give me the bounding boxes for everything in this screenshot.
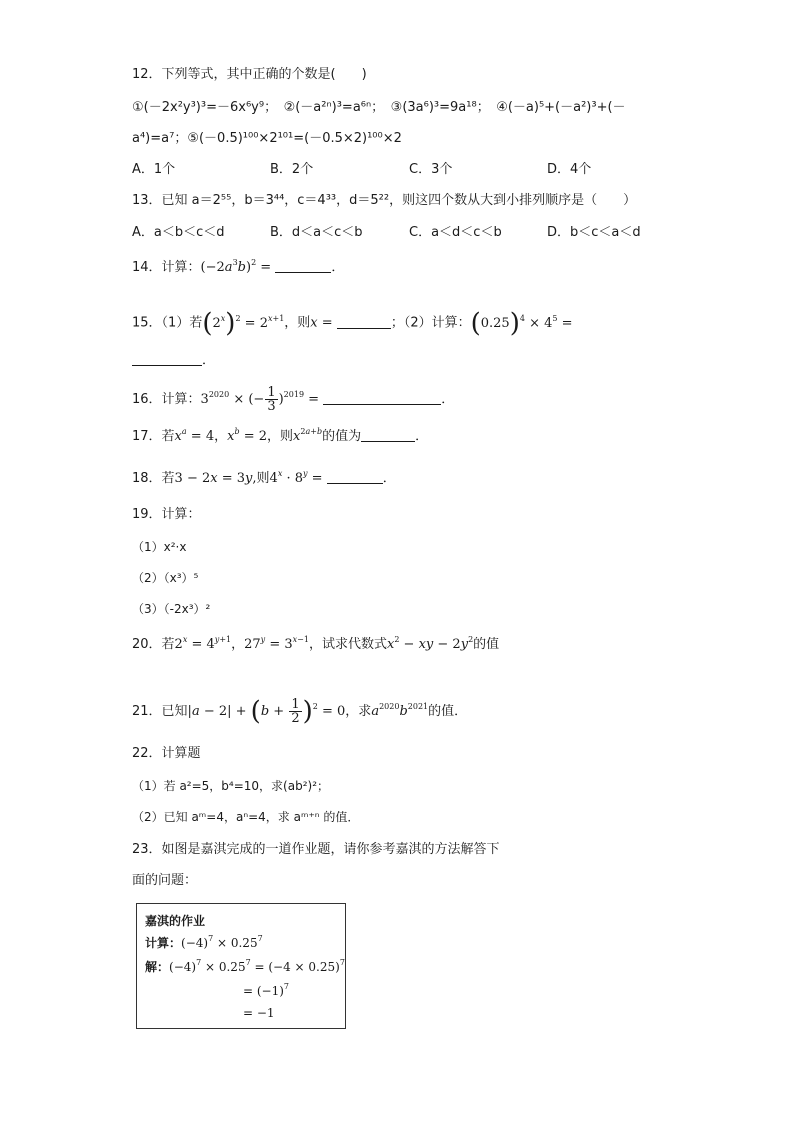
q20-tail: 的值 <box>473 637 500 652</box>
q21 <box>132 698 467 725</box>
q22-stem: 22．计算题 <box>132 746 201 761</box>
q21-expression: $a^{2020}b^{2021}$ <box>371 702 429 719</box>
homework-step-1-expression: $(-4)^7 \times 0.25^7 = (-4 \times 0.25)^7$ <box>169 958 345 974</box>
homework-step-2: = $(-1)^7$ <box>243 982 290 998</box>
q14 <box>132 259 344 277</box>
q15 <box>132 308 573 338</box>
homework-solve-label: 解： <box>145 960 170 974</box>
homework-figure <box>136 903 346 1029</box>
q15-answer-blank-2[interactable] <box>132 353 202 366</box>
q22-part-1: （1）若 a²=5，b⁴=10，求(ab²)²； <box>132 779 330 793</box>
q12-items-line1: ①(－2x²y³)³=－6x⁶y⁹； ②(－a²ⁿ)³=a⁶ⁿ； ③(3a⁶)³=9a¹⁸； ④(－a)⁵+(－a²)³+(－ <box>132 100 626 115</box>
homework-calc-expression: $(-4)^7 \times 0.25^7$ <box>181 934 263 950</box>
q21-tail: 的值． <box>428 704 468 719</box>
q15-expression: $(0.25)^4 \times 4^5$ = <box>470 308 573 338</box>
q21-mid: ，求 <box>345 704 372 719</box>
q14-end: ． <box>331 260 345 275</box>
q17-tail: 的值为 <box>322 429 362 444</box>
q17-answer-blank[interactable] <box>361 429 415 442</box>
q17-cond1: $x^a = 4$ <box>174 427 215 444</box>
q20-cond2: $27^y = 3^{x-1}$ <box>244 635 309 652</box>
q18-label: 18．若 <box>132 471 175 486</box>
q19-part-2: （2）（x³）⁵ <box>132 571 199 585</box>
q12-stem: 12．下列等式，其中正确的个数是( ) <box>132 67 367 82</box>
q12-option-b: B．2个 <box>270 162 314 177</box>
homework-calc <box>145 935 263 951</box>
q16-expression: $3^{2020}$ × (− $\frac{1}{3}$ )$^{2019}$ = <box>200 385 324 414</box>
q18-condition: 3 − 2x = 3y, <box>174 471 257 486</box>
q18-answer-blank[interactable] <box>327 471 383 484</box>
q18 <box>132 470 396 488</box>
q18-end: ． <box>382 471 396 486</box>
q15-mid1: ，则 <box>284 315 311 331</box>
q12-option-c: C．3个 <box>409 162 453 177</box>
q19-stem: 19．计算： <box>132 507 201 522</box>
q17 <box>132 428 428 446</box>
homework-step-1 <box>145 959 345 975</box>
q20 <box>132 636 499 654</box>
q17-end: ． <box>415 429 429 444</box>
q17-cond2: $x^b = 2$ <box>227 427 268 444</box>
q17-sep: ， <box>214 429 228 444</box>
q20-expression: $x^2$ − xy − $2y^2$ <box>386 635 474 652</box>
q13-option-c: C．a＜d＜c＜b <box>409 225 502 240</box>
homework-title: 嘉淇的作业 <box>145 914 206 928</box>
q15-equation: $(2^x)^2 = 2^{x+1}$ <box>202 308 285 338</box>
q13-stem: 13．已知 a＝2⁵⁵，b＝3⁴⁴，c＝4³³，d＝5²²，则这四个数从大到小排列顺序是（ ） <box>132 193 637 208</box>
q13-option-a: A．a＜b＜c＜d <box>132 225 225 240</box>
homework-calc-label: 计算： <box>145 936 182 950</box>
q17-target: $x^{2a+b}$ <box>293 427 323 444</box>
q20-sep: ， <box>231 637 245 652</box>
q18-mid: 则 <box>256 471 270 486</box>
q12-option-d: D．4个 <box>547 162 592 177</box>
q13-option-b: B．d＜a＜c＜b <box>270 225 363 240</box>
q21-condition: |a − 2| + (b + $\frac{1}{2}$ )$^2$ = 0 <box>187 696 346 727</box>
q23-stem-line1: 23．如图是嘉淇完成的一道作业题，请你参考嘉淇的方法解答下 <box>132 842 500 857</box>
q16 <box>132 386 454 413</box>
q20-label: 20．若 <box>132 637 175 652</box>
q14-answer-blank[interactable] <box>275 260 331 273</box>
q15-eq: = <box>317 315 337 331</box>
q17-mid: ，则 <box>267 429 294 444</box>
q14-label: 14．计算： <box>132 260 201 275</box>
q18-expression: $4^x \cdot 8^y$ = <box>269 469 327 486</box>
q15-var: x <box>310 315 318 331</box>
q15-label: 15．（1）若 <box>132 315 203 331</box>
q12-items-line2: a⁴)=a⁷；⑤(－0.5)¹⁰⁰×2¹⁰¹=(－0.5×2)¹⁰⁰×2 <box>132 131 402 146</box>
q20-cond1: $2^x = 4^{y+1}$ <box>174 635 232 652</box>
q13-option-d: D．b＜c＜a＜d <box>547 225 641 240</box>
q19-part-1: （1）x²·x <box>132 540 187 554</box>
q20-mid: ，试求代数式 <box>308 637 387 652</box>
q15-end: ． <box>202 353 216 368</box>
q22-part-2: （2）已知 aᵐ=4，aⁿ=4，求 aᵐ⁺ⁿ 的值． <box>132 810 360 824</box>
q15-line2 <box>132 352 215 370</box>
q12-option-a: A．1个 <box>132 162 176 177</box>
q16-answer-blank[interactable] <box>323 392 441 405</box>
q23-stem-line2: 面的问题： <box>132 873 198 888</box>
q16-end: ． <box>441 392 455 407</box>
q14-expression: $(-2a^3b)^2$ = <box>200 258 276 275</box>
q21-label: 21．已知 <box>132 704 188 719</box>
homework-step-3: = −1 <box>243 1006 275 1020</box>
q15-answer-blank-1[interactable] <box>337 316 391 329</box>
q16-label: 16．计算： <box>132 392 201 407</box>
q17-label: 17．若 <box>132 429 175 444</box>
q15-mid2: ；（2）计算： <box>390 315 471 331</box>
q19-part-3: （3）（-2x³）² <box>132 602 211 616</box>
